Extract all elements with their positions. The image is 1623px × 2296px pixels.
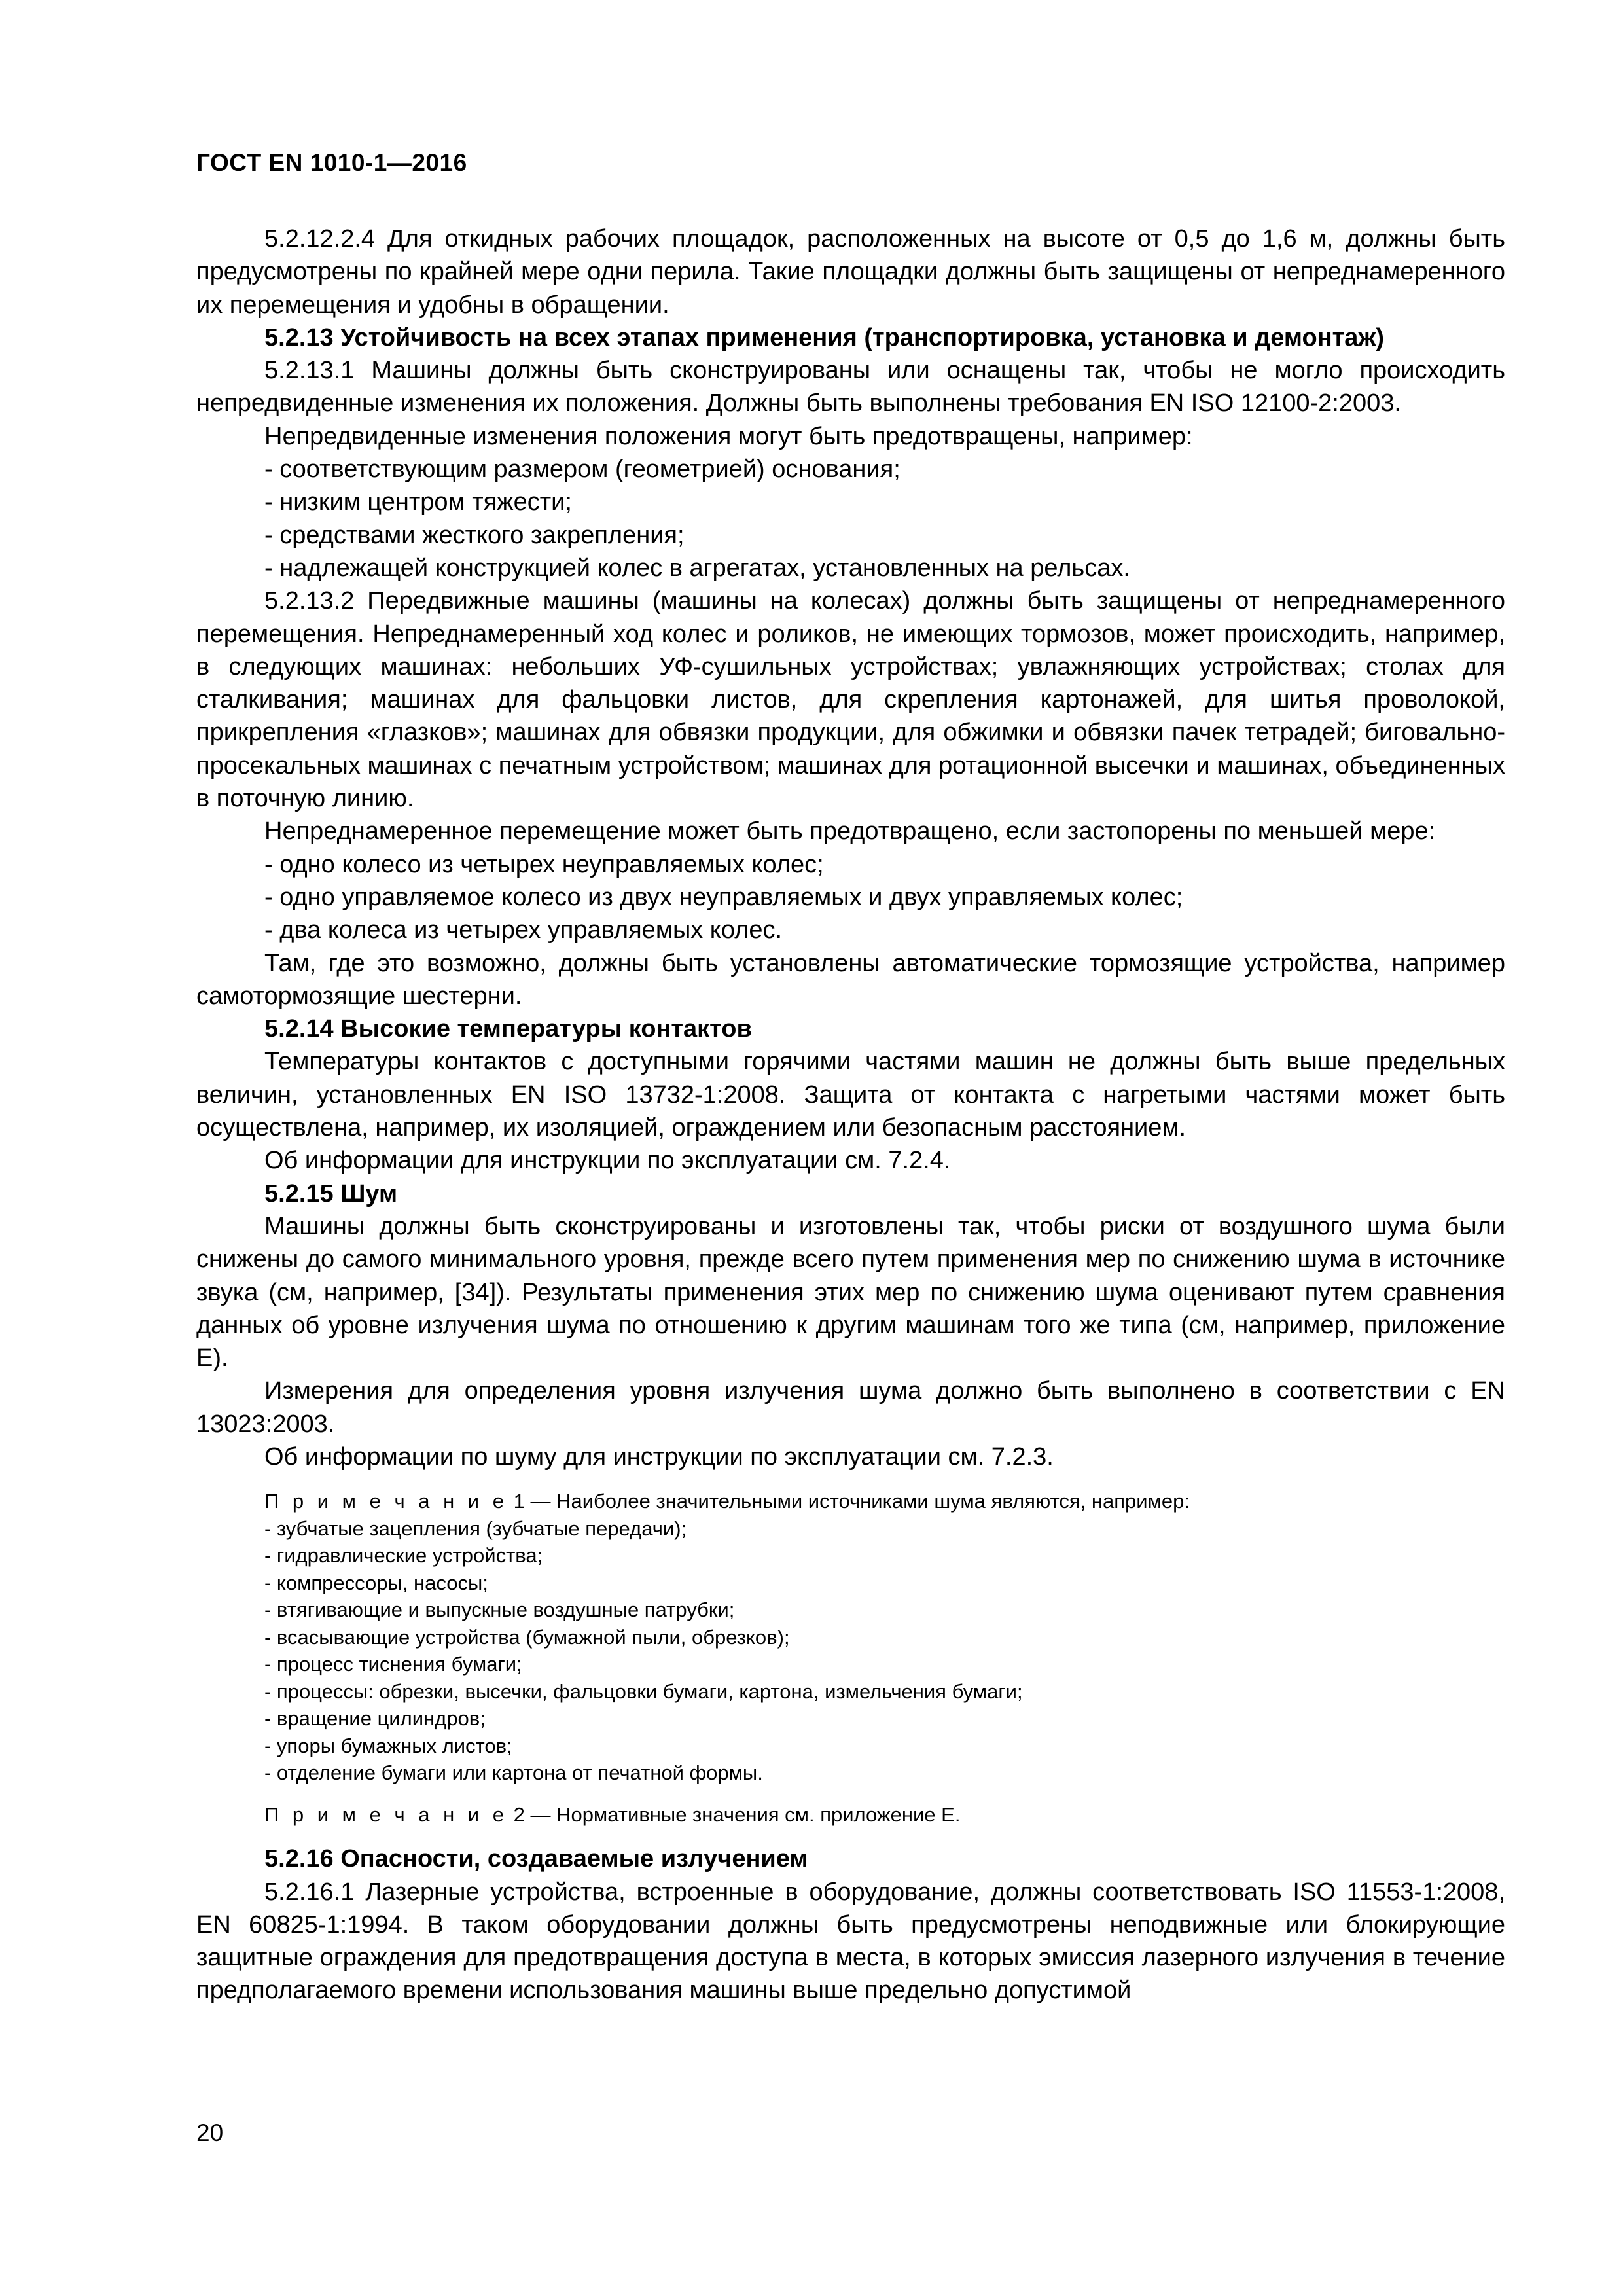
paragraph-automatic-brakes: Там, где это возможно, должны быть установлены автоматические тормозящие устройства, например самотормозящие шестерни. xyxy=(196,949,1505,1010)
paragraph-5-2-16-1: 5.2.16.1 Лазерные устройства, встроенные в оборудование, должны соответствовать ISO 11553-1:2008, EN 60825-1:1994. В таком оборудовании должны быть предусмотрены неподвижные или блокирующие защитные ограждения для предотвращения доступа в места, в которых эмиссия лазерного излучения в течение предполагаемого времени использования машины выше предельно допустимой xyxy=(196,1878,1505,2005)
page-number: 20 xyxy=(196,2119,224,2146)
document-header: ГОСТ EN 1010-1—2016 xyxy=(196,149,467,176)
paragraph-5-2-13-2: 5.2.13.2 Передвижные машины (машины на колесах) должны быть защищены от непреднамеренного перемещения. Непреднамеренный ход колес и роликов, не имеющих тормозов, может происходить, например, в следующих машинах: небольших УФ-сушильных устройствах; увлажняющих устройствах; столах для сталкивания; машинах для фальцовки листов, для скрепления картонажей, для шитья проволокой, прикрепления «глазков»; машинах для обвязки продукции, для обжимки и обвязки пачек тетрадей; биговально-просекальных машинах с печатным устройством; машинах для ротационной высечки и машинах, объединенных в поточную линию. xyxy=(196,587,1505,813)
note-1 xyxy=(196,1488,1505,1787)
paragraph-5-2-15-b: Измерения для определения уровня излучения шума должно быть выполнено в соответствии с EN 13023:2003. xyxy=(196,1377,1505,1438)
note-list-item: - вращение цилиндров; xyxy=(264,1707,486,1731)
paragraph-unforeseen-changes: Непредвиденные изменения положения могут быть предотвращены, например: xyxy=(264,422,1193,450)
list-item: - средствами жесткого закрепления; xyxy=(264,521,685,549)
paragraph-5-2-14-a: Температуры контактов с доступными горячими частями машин не должны быть выше предельных величин, установленных EN ISO 13732-1:2008. Защита от контакта с нагретыми частями может быть осуществлена, например, их изоляцией, ограждением или безопасным расстоянием. xyxy=(196,1048,1505,1142)
paragraph-5-2-12-2-4: 5.2.12.2.4 Для откидных рабочих площадок, расположенных на высоте от 0,5 до 1,6 м, должны быть предусмотрены по крайней мере одни перила. Такие площадки должны быть защищены от непреднамеренного их перемещения и удобны в обращении. xyxy=(196,225,1505,319)
section-heading-5-2-15: 5.2.15 Шум xyxy=(264,1179,398,1208)
note-2 xyxy=(196,1801,1505,1829)
section-heading-5-2-14: 5.2.14 Высокие температуры контактов xyxy=(264,1015,752,1043)
section-heading-5-2-13: 5.2.13 Устойчивость на всех этапах применения (транспортировка, установка и демонтаж) xyxy=(264,323,1385,351)
list-item: - низким центром тяжести; xyxy=(264,488,572,516)
note-list-item: - упоры бумажных листов; xyxy=(264,1734,512,1757)
note-list-item: - зубчатые зацепления (зубчатые передачи); xyxy=(264,1516,687,1540)
note-2-label: П р и м е ч а н и е xyxy=(264,1803,508,1826)
note-list-item: - процесс тиснения бумаги; xyxy=(264,1653,522,1676)
note-list-item: - гидравлические устройства; xyxy=(264,1544,543,1568)
note-1-label: П р и м е ч а н и е xyxy=(264,1490,508,1513)
list-item: - два колеса из четырех управляемых колес. xyxy=(264,916,783,944)
document-page xyxy=(196,0,1505,2296)
note-1-text: 1 — Наиболее значительными источниками шума являются, например: xyxy=(507,1490,1190,1513)
note-list-item: - втягивающие и выпускные воздушные патрубки; xyxy=(264,1598,735,1622)
section-heading-5-2-16: 5.2.16 Опасности, создаваемые излучением xyxy=(264,1845,808,1873)
paragraph-unintended-movement: Непреднамеренное перемещение может быть предотвращено, если застопорены по меньшей мере: xyxy=(264,817,1436,846)
document-body xyxy=(196,223,1505,2007)
list-item: - надлежащей конструкцией колес в агрегатах, установленных на рельсах. xyxy=(264,554,1130,582)
paragraph-5-2-15-c: Об информации по шуму для инструкции по эксплуатации см. 7.2.3. xyxy=(264,1443,1054,1471)
note-list-item: - компрессоры, насосы; xyxy=(264,1571,488,1594)
paragraph-5-2-14-b: Об информации для инструкции по эксплуатации см. 7.2.4. xyxy=(264,1147,951,1175)
note-2-text: 2 — Нормативные значения см. приложение E. xyxy=(507,1803,961,1826)
paragraph-5-2-13-1: 5.2.13.1 Машины должны быть сконструированы или оснащены так, чтобы не могло происходить непредвиденные изменения их положения. Должны быть выполнены требования EN ISO 12100-2:2003. xyxy=(196,357,1505,418)
note-list-item: - отделение бумаги или картона от печатной формы. xyxy=(264,1761,763,1785)
list-item: - одно управляемое колесо из двух неуправляемых и двух управляемых колес; xyxy=(264,883,1183,911)
note-list-item: - всасывающие устройства (бумажной пыли, обрезков); xyxy=(264,1625,790,1649)
note-list-item: - процессы: обрезки, высечки, фальцовки бумаги, картона, измельчения бумаги; xyxy=(264,1679,1023,1703)
list-item: - одно колесо из четырех неуправляемых колес; xyxy=(264,850,824,878)
paragraph-5-2-15-a: Машины должны быть сконструированы и изготовлены так, чтобы риски от воздушного шума были снижены до самого минимального уровня, прежде всего путем применения мер по снижению шума в источнике звука (см, например, [34]). Результаты применения этих мер по снижению шума оценивают путем сравнения данных об уровне излучения шума по отношению к другим машинам того же типа (см, например, приложение E). xyxy=(196,1212,1505,1372)
list-item: - соответствующим размером (геометрией) основания; xyxy=(264,456,901,484)
note-1-heading xyxy=(196,1488,1505,1515)
